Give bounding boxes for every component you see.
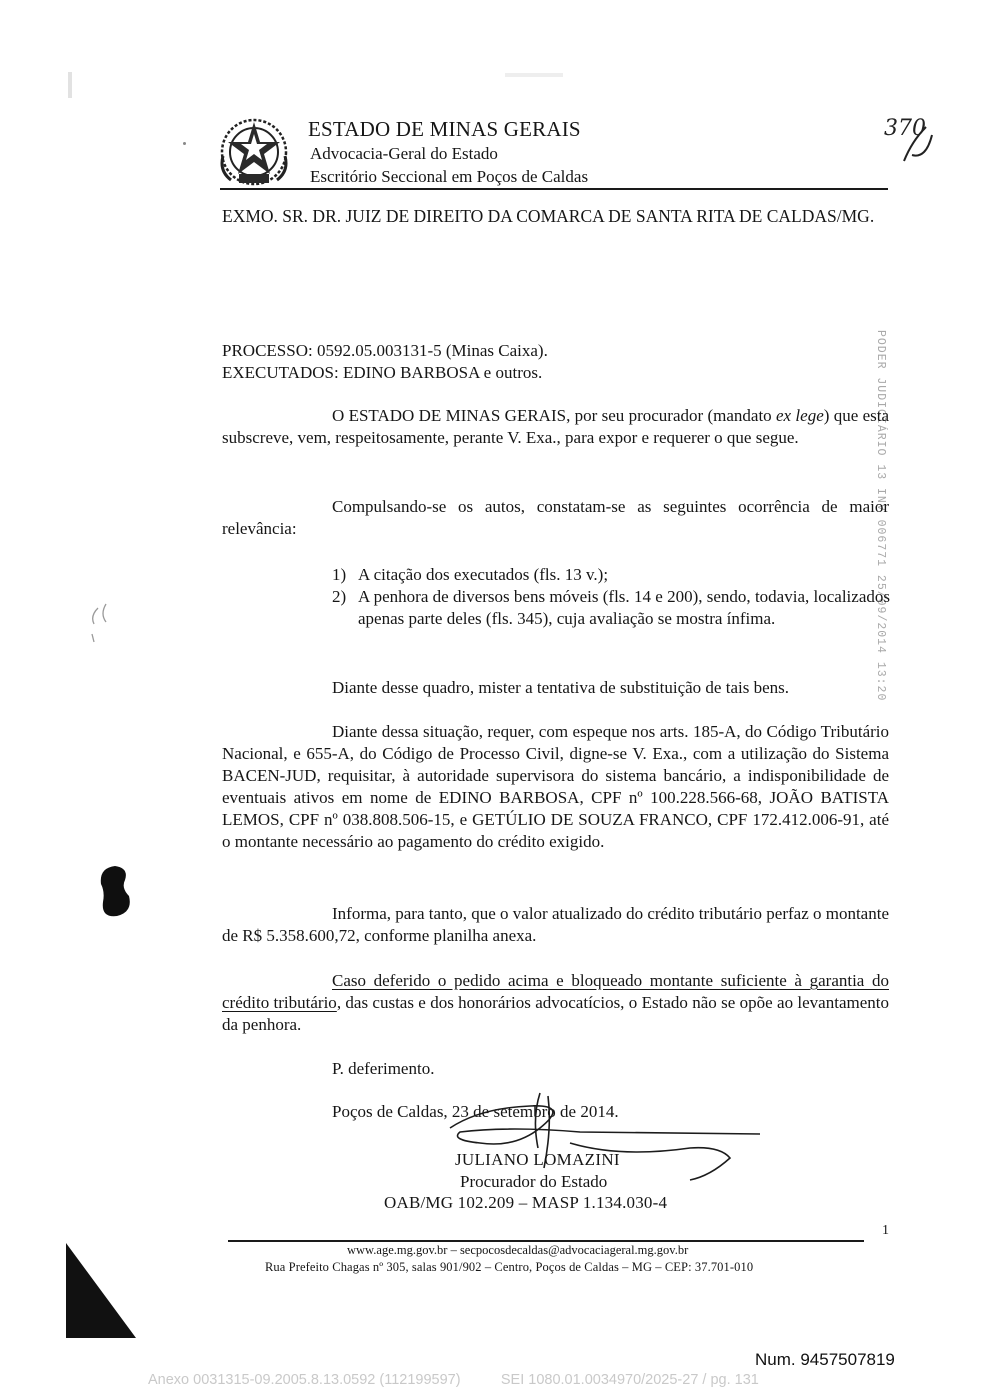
coat-of-arms-icon (217, 116, 291, 188)
case-header (222, 340, 548, 384)
scan-artifact (68, 72, 72, 98)
closing-phrase: P. deferimento. (332, 1059, 435, 1078)
annex-id: Anexo 0031315-09.2005.8.13.0592 (112199597) (148, 1372, 461, 1388)
page-marker: 1 (882, 1223, 889, 1238)
sei-id: SEI 1080.01.0034970/2025-27 / pg. 131 (500, 1372, 759, 1388)
addressee: EXMO. SR. DR. JUIZ DE DIREITO DA COMARCA DE SANTA RITA DE CALDAS/MG. (222, 206, 875, 226)
list-item-text: A penhora de diversos bens móveis (fls. 14 e 200), sendo, todavia, localizados apenas parte deles (fls. 345), cuja avaliação se mostra ínfima. (358, 587, 890, 628)
protocol-stamp-text: PODER JUDICIÁRIO 13 INV 006771 25/09/2014 13:20 (874, 330, 887, 702)
paragraph-intro-latin: ex lege (776, 406, 824, 425)
margin-pencil-mark (86, 600, 118, 646)
paragraph-substitution: Diante desse quadro, mister a tentativa de substituição de tais bens. (332, 678, 789, 697)
handwritten-folio-number (882, 105, 938, 163)
document-number: Num. 9457507819 (755, 1350, 895, 1369)
paragraph-condition (222, 970, 889, 1036)
defendants-line: EXECUTADOS: EDINO BARBOSA e outros. (222, 363, 543, 382)
paragraph-condition-underlined: Caso deferido o pedido acima e bloqueado montante suficiente à garantia do crédito tributário (222, 971, 889, 1012)
signer-role: Procurador do Estado (460, 1172, 608, 1191)
list-item-number: 1) (332, 565, 347, 584)
paragraph-amount: Informa, para tanto, que o valor atualizado do crédito tributário perfaz o montante de R$ 5.358.600,72, conforme planilha anexa. (222, 904, 889, 945)
ink-blot (95, 862, 135, 920)
paragraph-intro-b: ) que esta subscreve, vem, respeitosamente, perante V. Exa., para expor e requerer o que segue. (222, 406, 890, 447)
annex-reference (148, 1372, 759, 1388)
agency-name: Advocacia-Geral do Estado (310, 144, 498, 163)
list-item-number: 2) (332, 587, 347, 606)
footer-contact: www.age.mg.gov.br – secpocosdecaldas@advocaciageral.mg.gov.br (347, 1243, 689, 1257)
footer-divider (228, 1240, 864, 1242)
findings-list (332, 564, 890, 630)
process-line: PROCESSO: 0592.05.003131-5 (Minas Caixa). (222, 341, 548, 360)
state-title: ESTADO DE MINAS GERAIS (308, 117, 581, 141)
paragraph-request: Diante dessa situação, requer, com espeque nos arts. 185-A, do Código Tributário Nacional, e 655-A, do Código de Processo Civil, digne-se V. Exa., com a utilização do Sistema BACEN-JUD, requisitar, à autoridade supervisora do sistema bancário, a indisponibilidade de eventuais ativos em nome de EDINO BARBOSA, CPF nº 100.228.566-68, JOÃO BATISTA LEMOS, CPF nº 038.808.506-15, e GETÚLIO DE SOUZA FRANCO, CPF 172.412.006-91, até o montante necessário ao pagamento do crédito exigido. (222, 722, 889, 851)
scan-artifact (505, 73, 563, 77)
office-name: Escritório Seccional em Poços de Caldas (310, 167, 589, 186)
list-item (332, 586, 890, 630)
scan-corner-fold (66, 1243, 136, 1338)
signer-name: JULIANO LOMAZINI (455, 1150, 620, 1169)
folio-number: 370 (884, 116, 926, 141)
paragraph-intro-a: O ESTADO DE MINAS GERAIS, por seu procurador (mandato (332, 406, 777, 425)
scan-artifact (183, 142, 186, 145)
place-and-date: Poços de Caldas, 23 de setembro de 2014. (332, 1102, 619, 1121)
header-divider (220, 188, 888, 190)
paragraph-condition-rest: , das custas e dos honorários advocatícios, o Estado não se opõe ao levantamento da penhora. (222, 993, 889, 1034)
signer-registration: OAB/MG 102.209 – MASP 1.134.030-4 (384, 1193, 668, 1212)
paragraph-findings: Compulsando-se os autos, constatam-se as seguintes ocorrência de maior relevância: (222, 497, 889, 538)
paragraph-intro (222, 405, 889, 449)
footer-address: Rua Prefeito Chagas nº 305, salas 901/902 – Centro, Poços de Caldas – MG – CEP: 37.701-010 (265, 1260, 754, 1274)
list-item (332, 564, 890, 586)
list-item-text: A citação dos executados (fls. 13 v.); (358, 565, 609, 584)
